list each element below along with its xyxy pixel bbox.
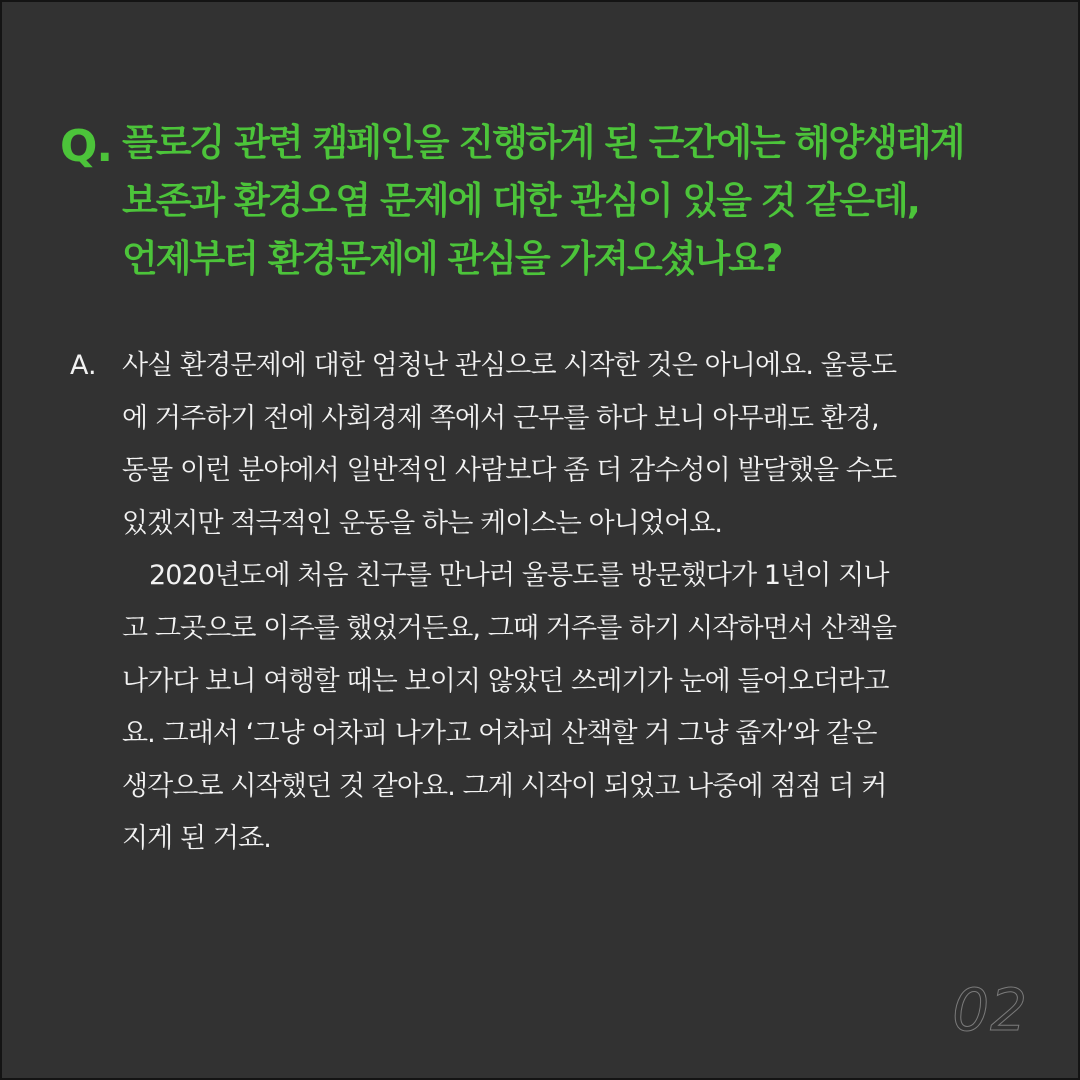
answer-text (122, 340, 1022, 866)
answer-line: 에 거주하기 전에 사회경제 쪽에서 근무를 하다 보니 아무래도 환경, (122, 402, 879, 434)
page-number: 02 (952, 976, 1028, 1044)
answer-line: 나가다 보니 여행할 때는 보이지 않았던 쓰레기가 눈에 들어오더라고 (122, 665, 889, 697)
question-line: 보존과 환경오염 문제에 대한 관심이 있을 것 같은데, (122, 179, 919, 222)
answer-line: 있겠지만 적극적인 운동을 하는 케이스는 아니었어요. (122, 507, 723, 539)
answer-marker: A. (70, 350, 97, 381)
answer-line: 동물 이런 분야에서 일반적인 사람보다 좀 더 감수성이 발달했을 수도 (122, 455, 897, 487)
answer-line: 요. 그래서 ‘그냥 어차피 나가고 어차피 산책할 거 그냥 줍자’와 같은 (122, 718, 877, 750)
answer-line: 지게 된 거죠. (122, 823, 271, 855)
question-line: 언제부터 환경문제에 관심을 가져오셨나요? (122, 237, 782, 280)
question-line: 플로깅 관련 캠페인을 진행하게 된 근간에는 해양생태계 (122, 121, 964, 164)
question-text (122, 114, 1042, 288)
answer-line: 고 그곳으로 이주를 했었거든요, 그때 거주를 하기 시작하면서 산책을 (122, 612, 897, 644)
answer-line: 2020년도에 처음 친구를 만나러 울릉도를 방문했다가 1년이 지나 (149, 560, 889, 592)
question-marker: Q. (60, 121, 113, 172)
answer-line: 사실 환경문제에 대한 엄청난 관심으로 시작한 것은 아니에요. 울릉도 (122, 350, 897, 381)
answer-line: 생각으로 시작했던 것 같아요. 그게 시작이 되었고 나중에 점점 더 커 (122, 770, 887, 802)
